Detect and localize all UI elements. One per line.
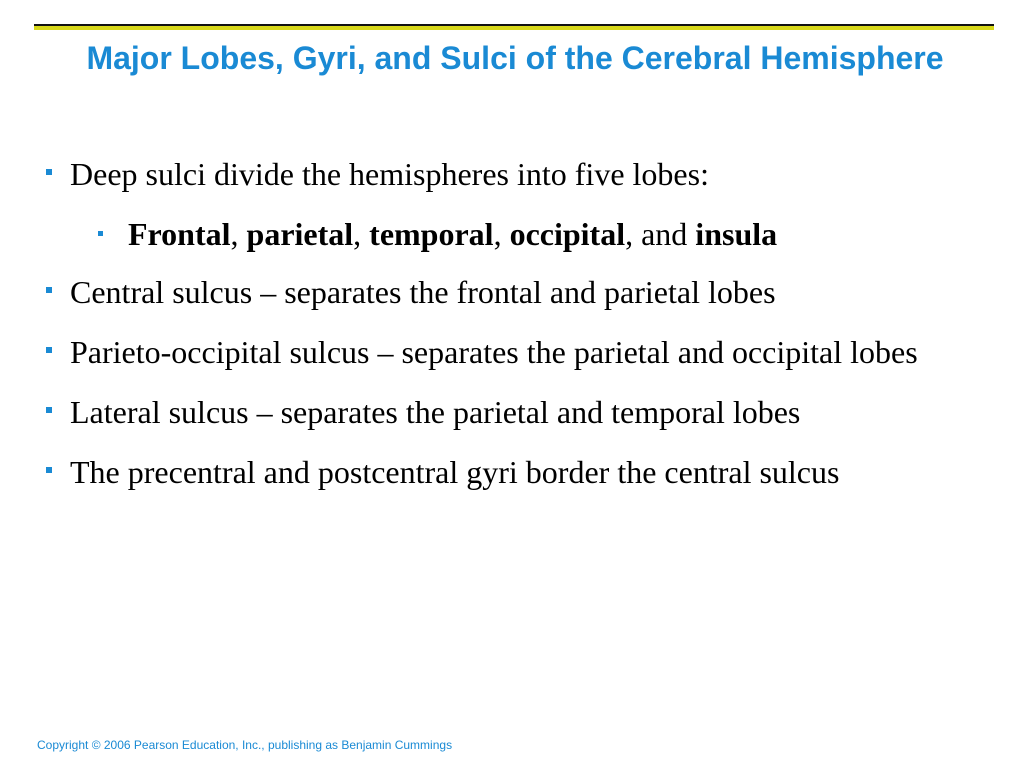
lobe-insula: insula [695, 216, 778, 252]
slide-title: Major Lobes, Gyri, and Sulci of the Cerebral Hemisphere [86, 40, 944, 76]
bullet-text: Parieto-occipital sulcus – separates the parietal and occipital lobes [70, 334, 918, 370]
lobe-frontal: Frontal [128, 216, 231, 252]
bullet-item-central-gyri [46, 450, 986, 494]
bullet-marker-icon [46, 169, 52, 175]
lobe-parietal: parietal [246, 216, 354, 252]
separator: , [353, 216, 370, 252]
sub-bullet-marker-icon [98, 231, 103, 236]
bullet-item-lateral-sulcus [46, 390, 986, 434]
bullet-list [46, 152, 986, 510]
bullet-text: Deep sulci divide the hemispheres into five lobes: [70, 156, 709, 192]
bullet-marker-icon [46, 467, 52, 473]
bullet-marker-icon [46, 287, 52, 293]
separator: , [230, 216, 247, 252]
separator: , [493, 216, 510, 252]
lobe-temporal: temporal [369, 216, 494, 252]
lobe-occipital: occipital [509, 216, 626, 252]
bullet-item-central-sulcus [46, 270, 986, 314]
separator: , and [625, 216, 696, 252]
bullet-marker-icon [46, 347, 52, 353]
bullet-text: The precentral and postcentral gyri border the central sulcus [70, 454, 840, 490]
copyright-footer: Copyright © 2006 Pearson Education, Inc., publishing as Benjamin Cummings [37, 738, 453, 752]
bullet-text: Central sulcus – separates the frontal and parietal lobes [70, 274, 776, 310]
top-rule-accent [34, 26, 994, 30]
bullet-item-parieto-occipital-sulcus [46, 330, 986, 374]
bullet-marker-icon [46, 407, 52, 413]
bullet-text: Lateral sulcus – separates the parietal and temporal lobes [70, 394, 801, 430]
sub-bullet-lobe-names [46, 212, 986, 256]
bullet-item-lobes-intro [46, 152, 986, 196]
